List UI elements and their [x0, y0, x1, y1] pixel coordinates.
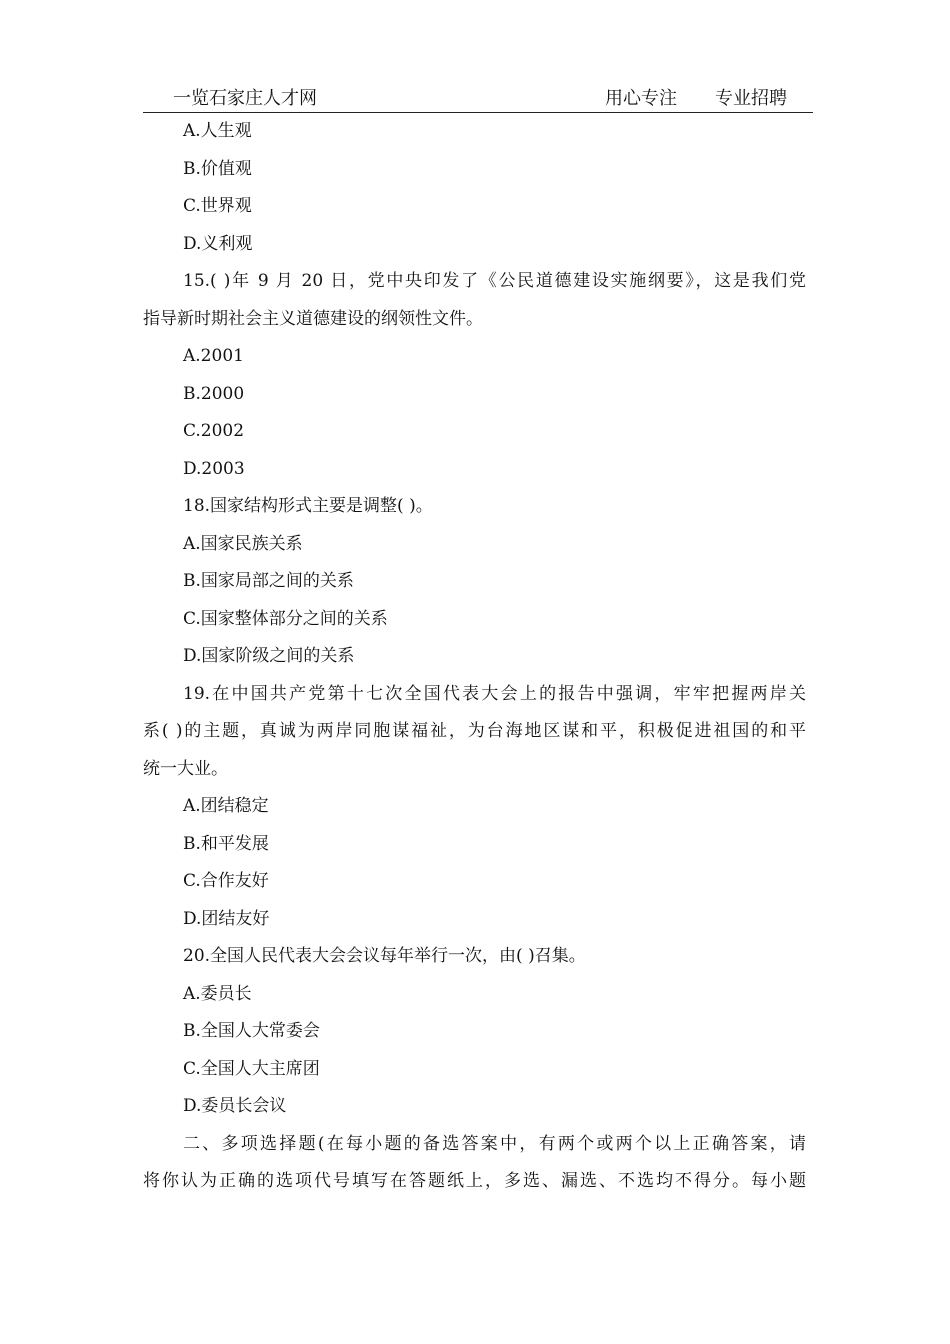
q20-option-c: C.全国人大主席团	[183, 1058, 320, 1079]
section2-heading-line1: 二、多项选择题(在每小题的备选答案中，有两个或两个以上正确答案，请	[183, 1133, 806, 1154]
q19-text-line3: 统一大业。	[143, 758, 228, 779]
q18-option-b: B.国家局部之间的关系	[183, 571, 354, 591]
q19-text-line1: 19.在中国共产党第十七次全国代表大会上的报告中强调，牢牢把握两岸关	[183, 683, 806, 704]
page-header	[143, 82, 813, 113]
document-body	[143, 113, 806, 1201]
q19-option-a: A.团结稳定	[183, 796, 269, 816]
q20-option-b: B.全国人大常委会	[183, 1021, 320, 1041]
q14-option-a: A.人生观	[183, 121, 252, 141]
q18-text: 18.国家结构形式主要是调整( )。	[183, 496, 433, 516]
slogan-recruit: 专业招聘	[715, 88, 787, 109]
header-slogans	[605, 84, 787, 110]
slogan-focus: 用心专注	[605, 88, 677, 109]
q15-text-line2: 指导新时期社会主义道德建设的纲领性文件。	[143, 308, 483, 329]
q19-option-c: C.合作友好	[183, 871, 269, 891]
q15-option-a: A.2001	[183, 346, 244, 366]
q20-text: 20.全国人民代表大会会议每年举行一次，由( )召集。	[183, 946, 586, 966]
q14-option-d: D.义利观	[183, 233, 253, 254]
q18-option-c: C.国家整体部分之间的关系	[183, 608, 388, 629]
q20-option-d: D.委员长会议	[183, 1096, 287, 1116]
q14-option-c: C.世界观	[183, 196, 252, 216]
q18-option-a: A.国家民族关系	[183, 533, 303, 554]
section2-heading-line2: 将你认为正确的选项代号填写在答题纸上，多选、漏选、不选均不得分。每小题	[143, 1171, 806, 1191]
site-name: 一览石家庄人才网	[173, 88, 317, 109]
q19-option-d: D.团结友好	[183, 908, 270, 929]
q15-option-c: C.2002	[183, 421, 245, 441]
q19-text-line2: 系( )的主题，真诚为两岸同胞谋福祉，为台海地区谋和平，积极促进祖国的和平	[143, 721, 806, 741]
q20-option-a: A.委员长	[183, 983, 252, 1004]
q15-option-b: B.2000	[183, 383, 245, 404]
q15-text-line1: 15.( )年 9 月 20 日，党中央印发了《公民道德建设实施纲要》，这是我们党	[183, 271, 806, 291]
q14-option-b: B.价值观	[183, 158, 252, 179]
q19-option-b: B.和平发展	[183, 833, 269, 854]
q15-option-d: D.2003	[183, 458, 245, 479]
q18-option-d: D.国家阶级之间的关系	[183, 646, 355, 666]
